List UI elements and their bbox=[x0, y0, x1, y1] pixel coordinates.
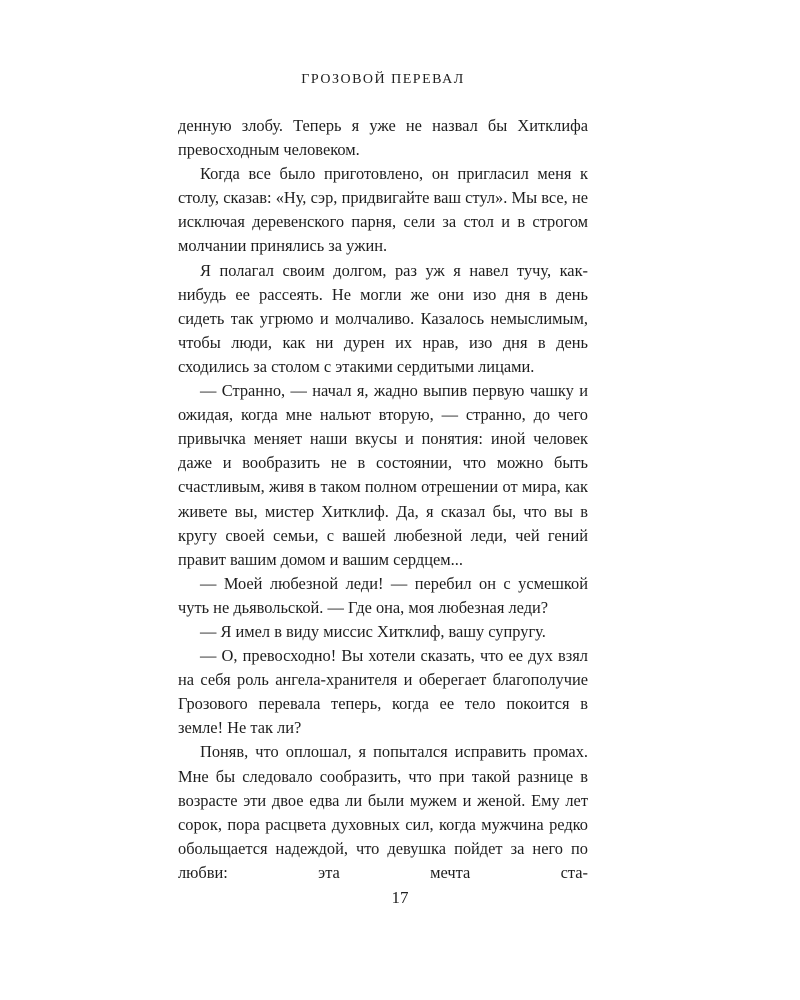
paragraph-2: Когда все было приготовлено, он пригласил меня к столу, сказав: «Ну, сэр, придвигайте ваш стул». Мы все, не исключая деревенского парня, сели за стол и в строгом молчании принялись за ужин. bbox=[178, 164, 588, 256]
book-page bbox=[178, 70, 588, 885]
paragraph-7: — О, превосходно! Вы хотели сказать, что ее дух взял на себя роль ангела-хранителя и оберегает благополучие Грозового перевала теперь, когда ее тело покоится в земле! Не так ли? bbox=[178, 646, 588, 738]
paragraph-8: Поняв, что оплошал, я попытался исправить промах. Мне бы следовало сообразить, что при такой разнице в возрасте эти двое едва ли были мужем и женой. Ему лет сорок, пора расцвета духовных сил, когда мужчина редко обольщается надеждой, что девушка пойдет за него по любви: эта мечта ста- bbox=[178, 742, 588, 882]
paragraph-6: — Я имел в виду миссис Хитклиф, вашу супругу. bbox=[200, 621, 546, 641]
paragraph-4: — Странно, — начал я, жадно выпив первую чашку и ожидая, когда мне нальют вторую, — странно, до чего привычка меняет наши вкусы и понятия: иной человек даже и вообразить не в состоянии, что можно быть счастливым, живя в таком полном отрешении от мира, как живете вы, мистер Хитклиф. Да, я сказал бы, что вы в кругу своей семьи, с вашей любезной леди, чей гений правит вашим домом и вашим сердцем... bbox=[178, 381, 588, 569]
page-number: 17 bbox=[391, 888, 409, 907]
running-head: ГРОЗОВОЙ ПЕРЕВАЛ bbox=[301, 72, 465, 87]
body-text bbox=[178, 114, 588, 885]
paragraph-5: — Моей любезной леди! — перебил он с усмешкой чуть не дьявольской. — Где она, моя любезная леди? bbox=[178, 573, 588, 617]
paragraph-1: денную злобу. Теперь я уже не назвал бы Хитклифа превосходным человеком. bbox=[178, 116, 588, 160]
paragraph-3: Я полагал своим долгом, раз уж я навел тучу, как-нибудь ее рассеять. Не могли же они изо дня в день сидеть так угрюмо и молчаливо. Казалось немыслимым, чтобы люди, как ни дурен их нрав, изо дня в день сходились за столом с этакими сердитыми лицами. bbox=[178, 260, 588, 376]
